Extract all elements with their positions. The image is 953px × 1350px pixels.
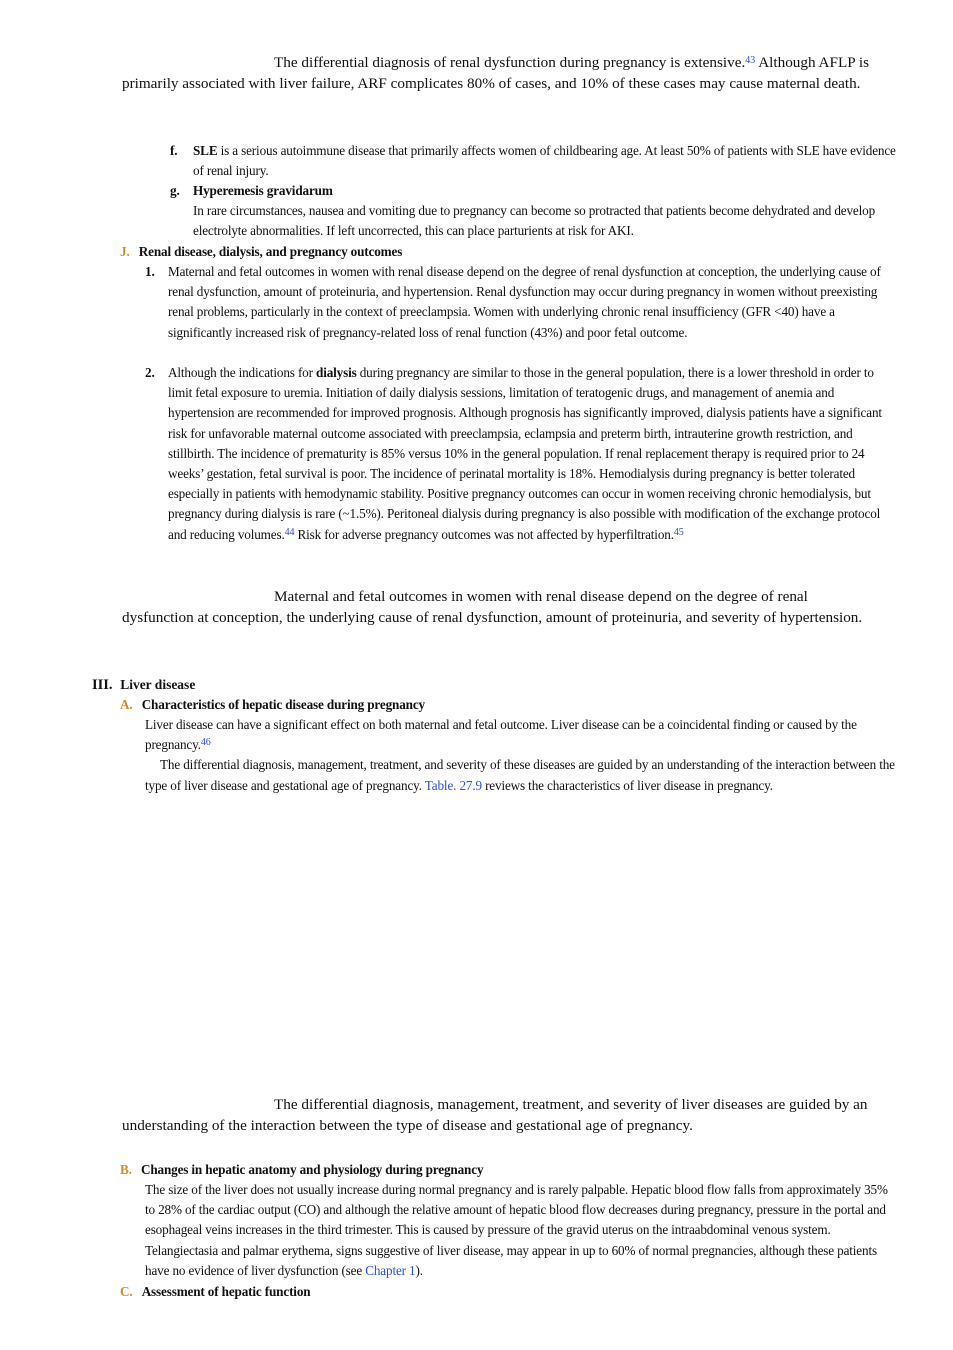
section-letter: J. — [120, 244, 130, 259]
section-letter: C. — [120, 1284, 133, 1299]
item-text: Risk for adverse pregnancy outcomes was not affected by hyperfiltration. — [294, 526, 674, 542]
list-item-hyperemesis — [170, 181, 900, 242]
paragraph-text: reviews the characteristics of liver disease in pregnancy. — [481, 777, 773, 793]
item-term: Hyperemesis gravidarum — [193, 183, 333, 198]
reference-44[interactable]: 44 — [284, 526, 295, 538]
item-label: f. — [170, 143, 178, 158]
section-C-heading — [120, 1282, 900, 1302]
reference-45[interactable]: 45 — [673, 526, 684, 538]
item-number: 2. — [145, 365, 155, 380]
reference-46[interactable]: 46 — [200, 737, 211, 749]
section-J-heading — [120, 242, 900, 262]
section-letter: B. — [120, 1162, 132, 1177]
paragraph-text: ). — [415, 1262, 423, 1278]
item-text: In rare circumstances, nausea and vomiting due to pregnancy can become so protracted that patients become dehydrated and develop electrolyte abnormalities. If left uncorrected, this can place parturients at risk for AKI. — [193, 203, 876, 239]
item-term: SLE — [193, 143, 218, 158]
item-text: is a serious autoimmune disease that primarily affects women of childbearing age. At least 50% of patients with SLE have evidence of renal injury. — [193, 143, 896, 179]
item-term: dialysis — [316, 365, 357, 380]
paragraph-text: Liver disease can have a significant effect on both maternal and fetal outcome. Liver disease can be a coincidental finding or caused by the pregnancy. — [145, 717, 857, 753]
section-number: III. — [92, 677, 113, 693]
section-title: Liver disease — [120, 677, 196, 692]
section-B-body — [145, 1180, 900, 1281]
list-item-dialysis — [145, 363, 900, 545]
section-III-heading — [92, 675, 892, 695]
paragraph-text: The size of the liver does not usually increase during normal pregnancy and is rarely palpable. Hepatic blood flow falls from approximately 35% to 28% of the cardiac output (CO) and although the relative amount of hepatic blood flow decreases during pregnancy, pressure in the portal and esophageal veins increases in the third trimester. This is caused by pressure of the gravid uterus on the intraabdominal venous system. Telangiectasia and palmar erythema, signs suggestive of liver disease, may appear in up to 60% of normal pregnancies, although these patients have no evidence of liver dysfunction (see — [145, 1182, 888, 1278]
section-letter: A. — [120, 697, 133, 712]
list-item-sle — [170, 141, 900, 181]
section-title: Assessment of hepatic function — [141, 1284, 311, 1299]
item-number: 1. — [145, 264, 155, 279]
section-A-body — [145, 715, 905, 796]
paragraph — [145, 715, 905, 755]
paragraph-liver-differential: The differential diagnosis, management, treatment, and severity of liver diseases are guided by an understanding of the interaction between the type of disease and gestational age of pregnancy. — [122, 1096, 868, 1134]
table-link[interactable]: Table. 27.9 — [424, 777, 482, 793]
section-A-heading — [120, 695, 900, 715]
item-label: g. — [170, 183, 180, 198]
item-text: Although the indications for — [168, 365, 317, 380]
list-item-outcomes — [145, 262, 900, 343]
paragraph-renal-outcomes: Maternal and fetal outcomes in women with renal disease depend on the degree of renal dysfunction at conception, the underlying cause of renal dysfunction, amount of proteinuria, and severity of hypertension. — [122, 588, 863, 626]
paragraph-renal-differential — [122, 52, 882, 94]
section-title: Characteristics of hepatic disease during pregnancy — [141, 697, 425, 712]
paragraph — [145, 755, 905, 795]
reference-43[interactable]: 43 — [745, 55, 756, 66]
paragraph-text: The differential diagnosis, management, treatment, and severity of these diseases are guided by an understanding of the interaction between the type of liver disease and gestational age of pregnancy. — [145, 757, 895, 793]
paragraph-text: Although AFLP is primarily associated with liver failure, ARF complicates 80% of cases, and 10% of these cases may cause maternal death. — [122, 54, 870, 92]
section-title: Renal disease, dialysis, and pregnancy outcomes — [138, 244, 403, 259]
chapter-link[interactable]: Chapter 1 — [365, 1262, 416, 1278]
section-title: Changes in hepatic anatomy and physiology during pregnancy — [140, 1162, 484, 1177]
section-B-heading — [120, 1160, 900, 1180]
paragraph-text: The differential diagnosis of renal dysfunction during pregnancy is extensive. — [274, 54, 746, 71]
item-text: Maternal and fetal outcomes in women with renal disease depend on the degree of renal dysfunction at conception, the underlying cause of renal dysfunction, amount of proteinuria, and hypertension. Renal dysfunction may occur during pregnancy in women without preexisting renal problems, particularly in the context of preeclampsia. Women with underlying chronic renal insufficiency (GFR <40) have a significantly increased risk of pregnancy-related loss of renal function (43%) and poor fetal outcome. — [168, 264, 881, 340]
item-text: during pregnancy are similar to those in the general population, there is a lower threshold in order to limit fetal exposure to uremia. Initiation of daily dialysis sessions, limitation of teratogenic drugs, and management of anemia and hypertension are recommended for improved prognosis. Although prognosis has significantly improved, dialysis patients have a significant risk for unfavorable maternal outcome associated with preeclampsia, eclampsia and preterm birth, intrauterine growth restriction, and stillbirth. The incidence of prematurity is 85% versus 10% in the general population. If renal replacement therapy is required prior to 24 weeks’ gestation, fetal survival is poor. The incidence of perinatal mortality is 18%. Hemodialysis during pregnancy is better tolerated especially in patients with hemodynamic stability. Positive pregnancy outcomes can occur in women receiving chronic hemodialysis, but pregnancy during dialysis is rare (~1.5%). Peritoneal dialysis during pregnancy is also possible with modification of the exchange protocol and reducing volumes. — [168, 365, 882, 542]
